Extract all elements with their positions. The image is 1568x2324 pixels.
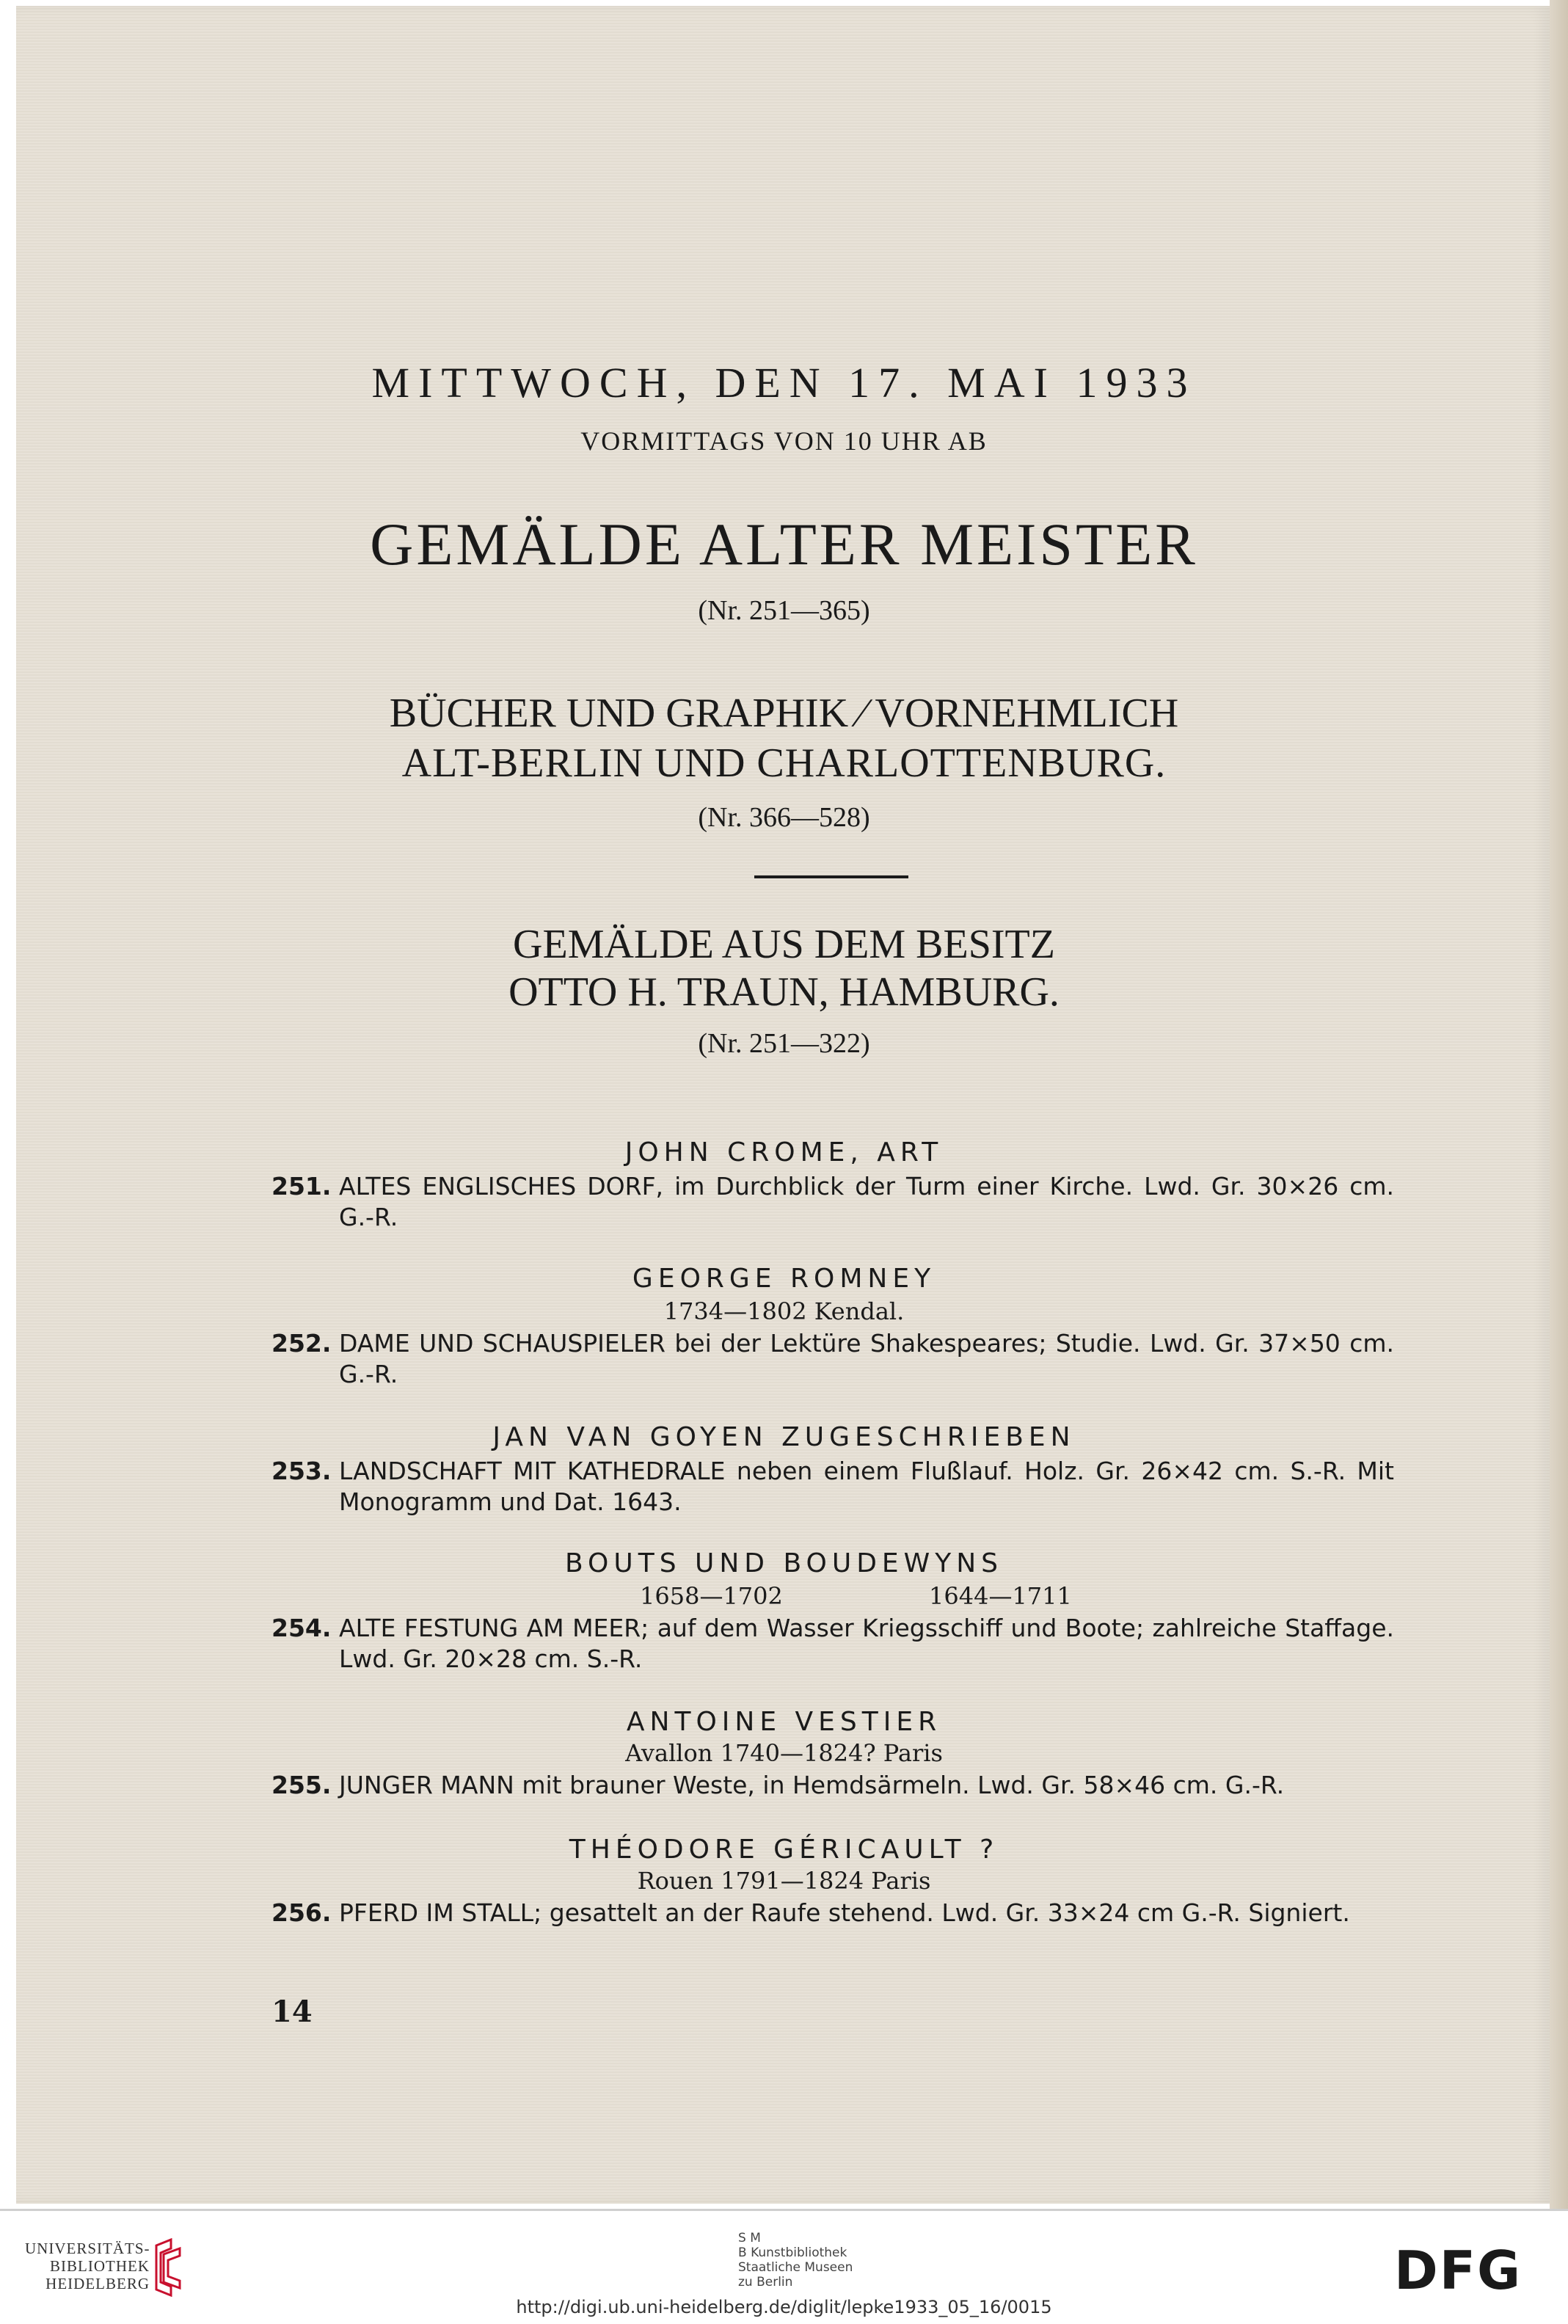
dfg-logo[interactable]: DFG bbox=[1394, 2240, 1523, 2301]
collection-title-line-2: OTTO H. TRAUN, HAMBURG. bbox=[508, 969, 1060, 1015]
section-title-books-line-1: BÜCHER UND GRAPHIK ⁄ VORNEHMLICH bbox=[389, 691, 1179, 736]
lot-number: 252. bbox=[271, 1329, 332, 1358]
lot-title: DAME UND SCHAUSPIELER bbox=[339, 1329, 666, 1358]
source-url-link[interactable]: http://digi.ub.uni-heidelberg.de/diglit/lepke1933_05_16/0015 bbox=[516, 2297, 1052, 2317]
lot-entry bbox=[271, 1770, 1394, 1801]
library-name[interactable] bbox=[25, 2240, 150, 2292]
lot-entry bbox=[271, 1613, 1394, 1675]
lot-number: 255. bbox=[271, 1771, 332, 1799]
collection-range: (Nr. 251—322) bbox=[698, 1028, 870, 1059]
lot-title: JUNGER MANN bbox=[339, 1771, 514, 1799]
lot-number: 251. bbox=[271, 1172, 332, 1201]
lot-description-block bbox=[339, 1328, 1394, 1390]
lot-artist-dates-left: 1658—1702 bbox=[640, 1582, 783, 1610]
lot-entry bbox=[271, 1328, 1394, 1390]
donor-line: Staatliche Museen bbox=[738, 2260, 853, 2275]
lot-title: LANDSCHAFT MIT KATHEDRALE bbox=[339, 1457, 726, 1485]
section-range-old-masters: (Nr. 251—365) bbox=[698, 595, 870, 626]
lot-description: neben einem Flußlauf. Holz. Gr. 26×42 cm. S.-R. Mit Monogramm und Dat. 1643. bbox=[339, 1457, 1394, 1516]
lot-artist: THÉODORE GÉRICAULT ? bbox=[569, 1835, 999, 1865]
lot-entry bbox=[271, 1456, 1394, 1518]
lot-description-block bbox=[339, 1770, 1394, 1801]
lot-artist: ANTOINE VESTIER bbox=[626, 1707, 942, 1737]
footer-divider bbox=[0, 2209, 1568, 2211]
auction-date-title: MITTWOCH, DEN 17. MAI 1933 bbox=[371, 359, 1197, 407]
lot-description-block bbox=[339, 1456, 1394, 1518]
library-name-line: UNIVERSITÄTS- bbox=[25, 2240, 150, 2257]
lot-artist: BOUTS UND BOUDEWYNS bbox=[564, 1548, 1004, 1578]
lot-description: bei der Lektüre Shakespeares; Studie. Lwd. Gr. 37×50 cm. G.-R. bbox=[339, 1329, 1394, 1388]
auction-time: VORMITTAGS VON 10 UHR AB bbox=[580, 426, 988, 456]
lot-artist: JOHN CROME, ART bbox=[624, 1137, 944, 1168]
section-range-books: (Nr. 366—528) bbox=[698, 802, 870, 833]
donor-line: zu Berlin bbox=[738, 2275, 793, 2290]
lot-title: PFERD IM STALL; bbox=[339, 1898, 542, 1927]
lot-description: auf dem Wasser Kriegsschiff und Boote; zahlreiche Staffage. Lwd. Gr. 20×28 cm. S.-R. bbox=[339, 1614, 1394, 1673]
donor-credit bbox=[738, 2231, 853, 2290]
lot-artist: GEORGE ROMNEY bbox=[632, 1264, 936, 1294]
lot-description-block bbox=[339, 1171, 1394, 1233]
section-title-old-masters: GEMÄLDE ALTER MEISTER bbox=[370, 511, 1198, 578]
collection-title-line-1: GEMÄLDE AUS DEM BESITZ bbox=[513, 922, 1055, 967]
lot-title: ALTES ENGLISCHES DORF, bbox=[339, 1172, 664, 1201]
lot-artist-dates: 1734—1802 Kendal. bbox=[663, 1297, 905, 1325]
lot-description: im Durchblick der Turm einer Kirche. Lwd. Gr. 30×26 cm. G.-R. bbox=[339, 1172, 1394, 1231]
donor-line: B Kunstbibliothek bbox=[738, 2245, 847, 2260]
page-number: 14 bbox=[271, 1995, 313, 2029]
lot-entry bbox=[271, 1171, 1394, 1233]
lot-description-block bbox=[339, 1898, 1394, 1928]
lot-description-block bbox=[339, 1613, 1394, 1675]
lot-description: mit brauner Weste, in Hemdsärmeln. Lwd. Gr. 58×46 cm. G.-R. bbox=[514, 1771, 1285, 1799]
library-name-line: HEIDELBERG bbox=[45, 2275, 150, 2292]
lot-number: 254. bbox=[271, 1614, 332, 1642]
section-divider bbox=[754, 875, 908, 878]
lot-number: 253. bbox=[271, 1457, 332, 1485]
library-name-line: BIBLIOTHEK bbox=[50, 2257, 150, 2275]
lot-artist-dates: Avallon 1740—1824? Paris bbox=[625, 1739, 943, 1767]
lot-title: ALTE FESTUNG AM MEER; bbox=[339, 1614, 649, 1642]
lot-artist-dates: Rouen 1791—1824 Paris bbox=[637, 1867, 931, 1895]
donor-line: S M bbox=[738, 2231, 761, 2245]
section-title-books-line-2: ALT-BERLIN UND CHARLOTTENBURG. bbox=[401, 740, 1167, 786]
lot-artist: JAN VAN GOYEN ZUGESCHRIEBEN bbox=[492, 1422, 1076, 1452]
lot-artist-dates-right: 1644—1711 bbox=[929, 1582, 1072, 1610]
ub-heidelberg-logo-icon[interactable] bbox=[142, 2238, 187, 2297]
lot-entry bbox=[271, 1898, 1394, 1928]
lot-description: gesattelt an der Raufe stehend. Lwd. Gr. 33×24 cm G.-R. Signiert. bbox=[541, 1898, 1350, 1927]
lot-number: 256. bbox=[271, 1898, 332, 1927]
